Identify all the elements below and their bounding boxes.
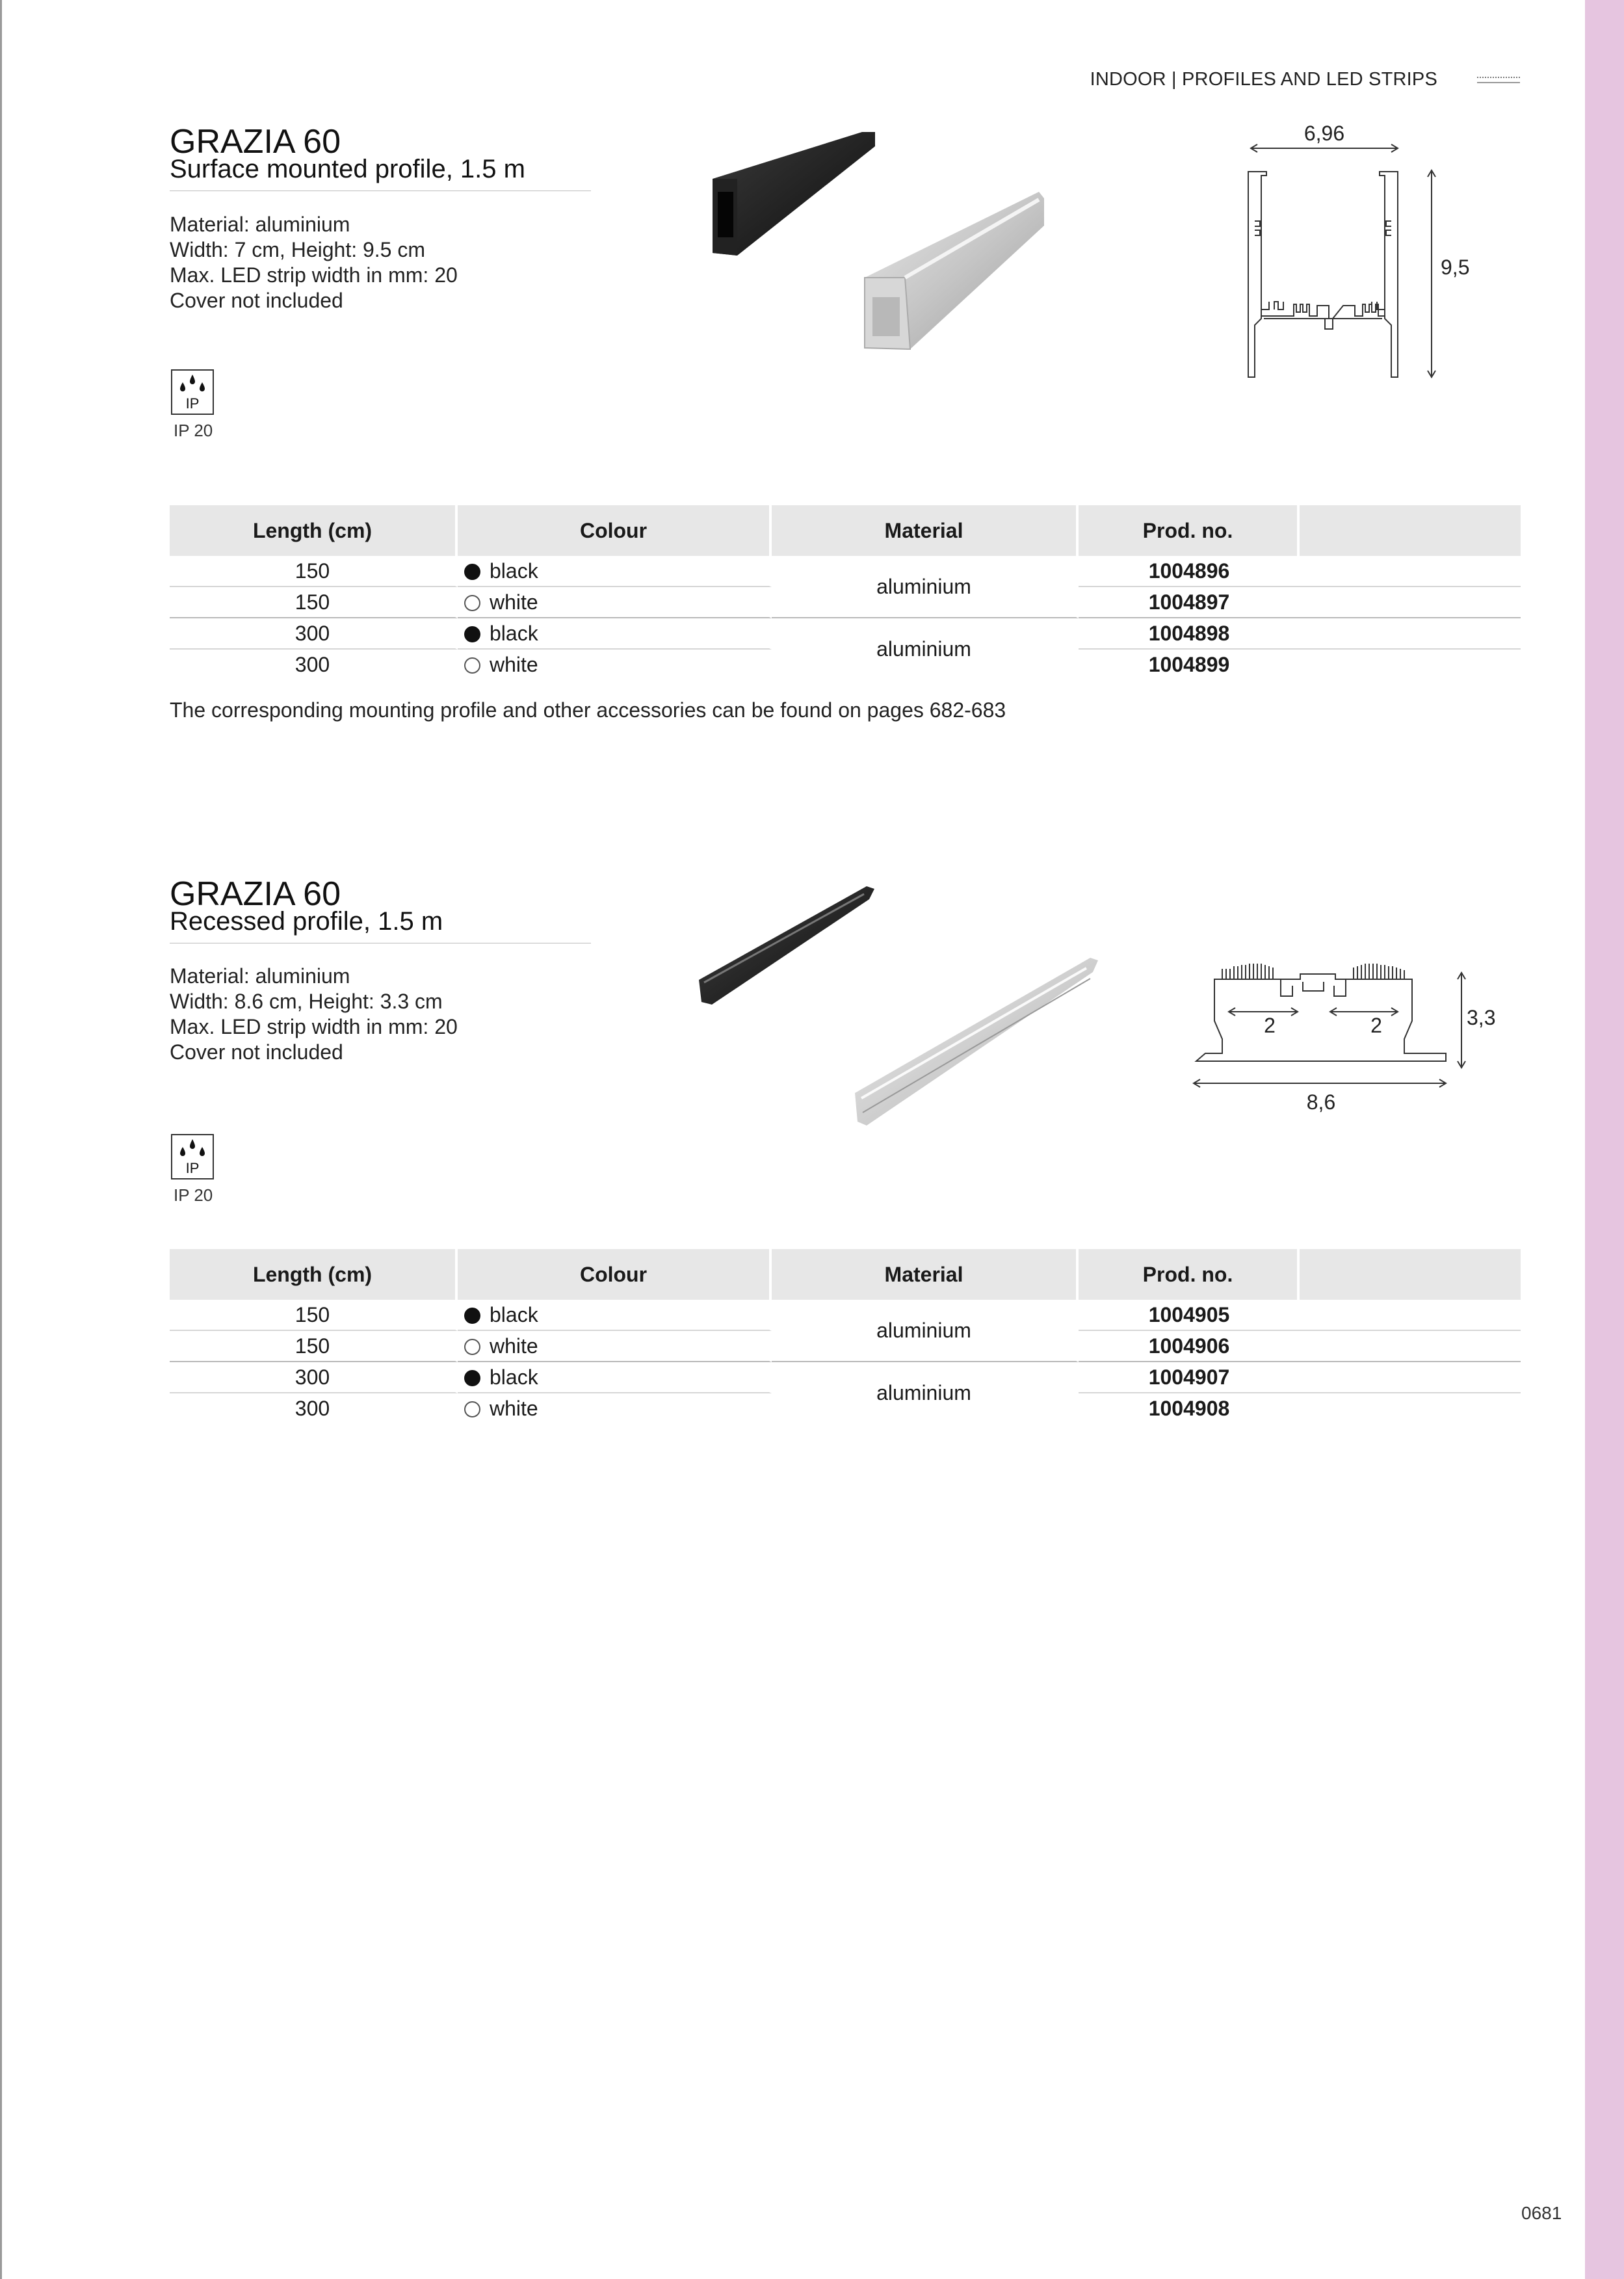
cell-colour: [458, 1362, 772, 1393]
product-2-photo: [692, 881, 1108, 1135]
cell-blank: [1300, 1331, 1521, 1362]
col-header-blank: [1300, 505, 1521, 556]
table-row: [170, 1300, 1521, 1331]
cell-blank: [1300, 618, 1521, 650]
table-row: [170, 1362, 1521, 1393]
product-2-name: GRAZIA 60: [170, 875, 341, 913]
dimension-inner-left-label: 2: [1264, 1014, 1276, 1037]
cell-blank: [1300, 1362, 1521, 1393]
spec-led-strip-width: Max. LED strip width in mm: 20: [170, 1015, 458, 1038]
colour-label: black: [490, 1365, 538, 1389]
col-header-prod-no: Prod. no.: [1079, 505, 1300, 556]
spec-led-strip-width: Max. LED strip width in mm: 20: [170, 263, 458, 287]
product-1-specs: [170, 212, 458, 313]
table-row: [170, 556, 1521, 587]
colour-label: black: [490, 621, 538, 645]
white-swatch-icon: [464, 595, 480, 611]
black-profile-piece: [699, 886, 874, 1005]
product-2-dimension-drawing: [1183, 956, 1508, 1125]
col-header-colour: Colour: [458, 505, 772, 556]
cell-colour: [458, 618, 772, 650]
white-swatch-icon: [464, 1401, 480, 1417]
spec-cover: Cover not included: [170, 1040, 343, 1064]
black-swatch-icon: [464, 1308, 480, 1324]
section-color-tab: [1585, 0, 1624, 2279]
spec-cover: Cover not included: [170, 289, 343, 312]
black-swatch-icon: [464, 1370, 480, 1386]
col-header-length: Length (cm): [170, 505, 458, 556]
cell-length: 150: [170, 556, 458, 587]
col-header-length: Length (cm): [170, 1249, 458, 1300]
cell-prod-no: 1004907: [1079, 1362, 1300, 1393]
cell-colour: [458, 1331, 772, 1362]
cell-length: 150: [170, 1331, 458, 1362]
product-1-subtitle: Surface mounted profile, 1.5 m: [170, 155, 525, 183]
cell-material: aluminium: [772, 556, 1079, 618]
ip-rating: IP 20: [174, 421, 213, 440]
cell-prod-no: 1004899: [1148, 652, 1230, 676]
colour-label: white: [490, 1396, 538, 1420]
product-1-table: [170, 505, 1521, 679]
black-profile-piece: [713, 132, 875, 256]
section-header: INDOOR | PROFILES AND LED STRIPS: [1090, 69, 1437, 90]
cell-length: 150: [170, 1300, 458, 1331]
table-row: [170, 618, 1521, 650]
cell-colour: [458, 1300, 772, 1331]
cell-blank: [1300, 556, 1521, 587]
aluminium-profile-piece: [855, 958, 1098, 1126]
page-left-border: [0, 0, 2, 2279]
cell-blank: [1300, 650, 1521, 679]
dimension-width-label: 8,6: [1306, 1090, 1336, 1114]
cell-length: 300: [170, 1393, 458, 1423]
cell-length: 300: [170, 650, 458, 679]
product-1-photo: [709, 127, 1053, 361]
cell-prod-no: 1004905: [1079, 1300, 1300, 1331]
table-header-row: [170, 1249, 1521, 1300]
product-2-table: [170, 1249, 1521, 1423]
colour-label: white: [490, 652, 538, 676]
product-2-subtitle: Recessed profile, 1.5 m: [170, 907, 443, 936]
dimension-height-label: 9,5: [1441, 256, 1470, 279]
ip-water-drops-icon: [171, 1134, 214, 1179]
cell-length: 300: [170, 618, 458, 650]
product-2-specs: [170, 964, 458, 1065]
cell-blank: [1300, 1393, 1521, 1423]
cell-prod-no: 1004906: [1079, 1331, 1300, 1362]
cell-length: 150: [170, 587, 458, 618]
cell-prod-no: 1004898: [1079, 618, 1300, 650]
dimension-inner-right-label: 2: [1370, 1014, 1382, 1037]
cell-blank: [1300, 587, 1521, 618]
cell-prod-no: 1004897: [1079, 587, 1300, 618]
cell-colour: [458, 650, 772, 679]
page-number: 0681: [1521, 2203, 1562, 2223]
cell-prod-no: 1004908: [1148, 1396, 1230, 1420]
white-swatch-icon: [464, 1339, 480, 1355]
ip-rating: IP 20: [174, 1185, 213, 1205]
cell-colour: [458, 1393, 772, 1423]
col-header-prod-no: Prod. no.: [1079, 1249, 1300, 1300]
cell-length: 300: [170, 1362, 458, 1393]
ip-badge-text: IP: [185, 395, 200, 412]
cell-blank: [1300, 1300, 1521, 1331]
colour-label: white: [490, 1334, 538, 1358]
colour-label: black: [490, 1302, 538, 1326]
product-1-name: GRAZIA 60: [170, 123, 341, 161]
product-1-dimension-drawing: [1229, 124, 1489, 384]
dimension-width-label: 6,96: [1303, 124, 1345, 145]
dimension-height-label: 3,3: [1467, 1006, 1496, 1029]
table-header-row: [170, 505, 1521, 556]
spec-dimensions: Width: 8.6 cm, Height: 3.3 cm: [170, 990, 443, 1013]
white-swatch-icon: [464, 657, 480, 674]
spec-material: Material: aluminium: [170, 964, 350, 988]
cell-material: aluminium: [772, 618, 1079, 679]
header-dotted-mark: [1477, 77, 1520, 83]
cell-material: aluminium: [772, 1300, 1079, 1362]
spec-material: Material: aluminium: [170, 213, 350, 236]
cell-colour: [458, 587, 772, 618]
col-header-material: Material: [772, 505, 1079, 556]
ip-water-drops-icon: [171, 369, 214, 415]
cell-prod-no: 1004896: [1079, 556, 1300, 587]
colour-label: white: [490, 590, 538, 614]
colour-label: black: [490, 559, 538, 583]
col-header-colour: Colour: [458, 1249, 772, 1300]
col-header-material: Material: [772, 1249, 1079, 1300]
ip-badge-text: IP: [185, 1160, 200, 1176]
col-header-blank: [1300, 1249, 1521, 1300]
cell-material: aluminium: [772, 1362, 1079, 1423]
cell-colour: [458, 556, 772, 587]
spec-dimensions: Width: 7 cm, Height: 9.5 cm: [170, 238, 426, 261]
accessories-note: The corresponding mounting profile and other accessories can be found on pages 682-683: [170, 698, 1006, 722]
aluminium-profile-piece: [865, 192, 1044, 349]
black-swatch-icon: [464, 626, 480, 642]
black-swatch-icon: [464, 564, 480, 580]
